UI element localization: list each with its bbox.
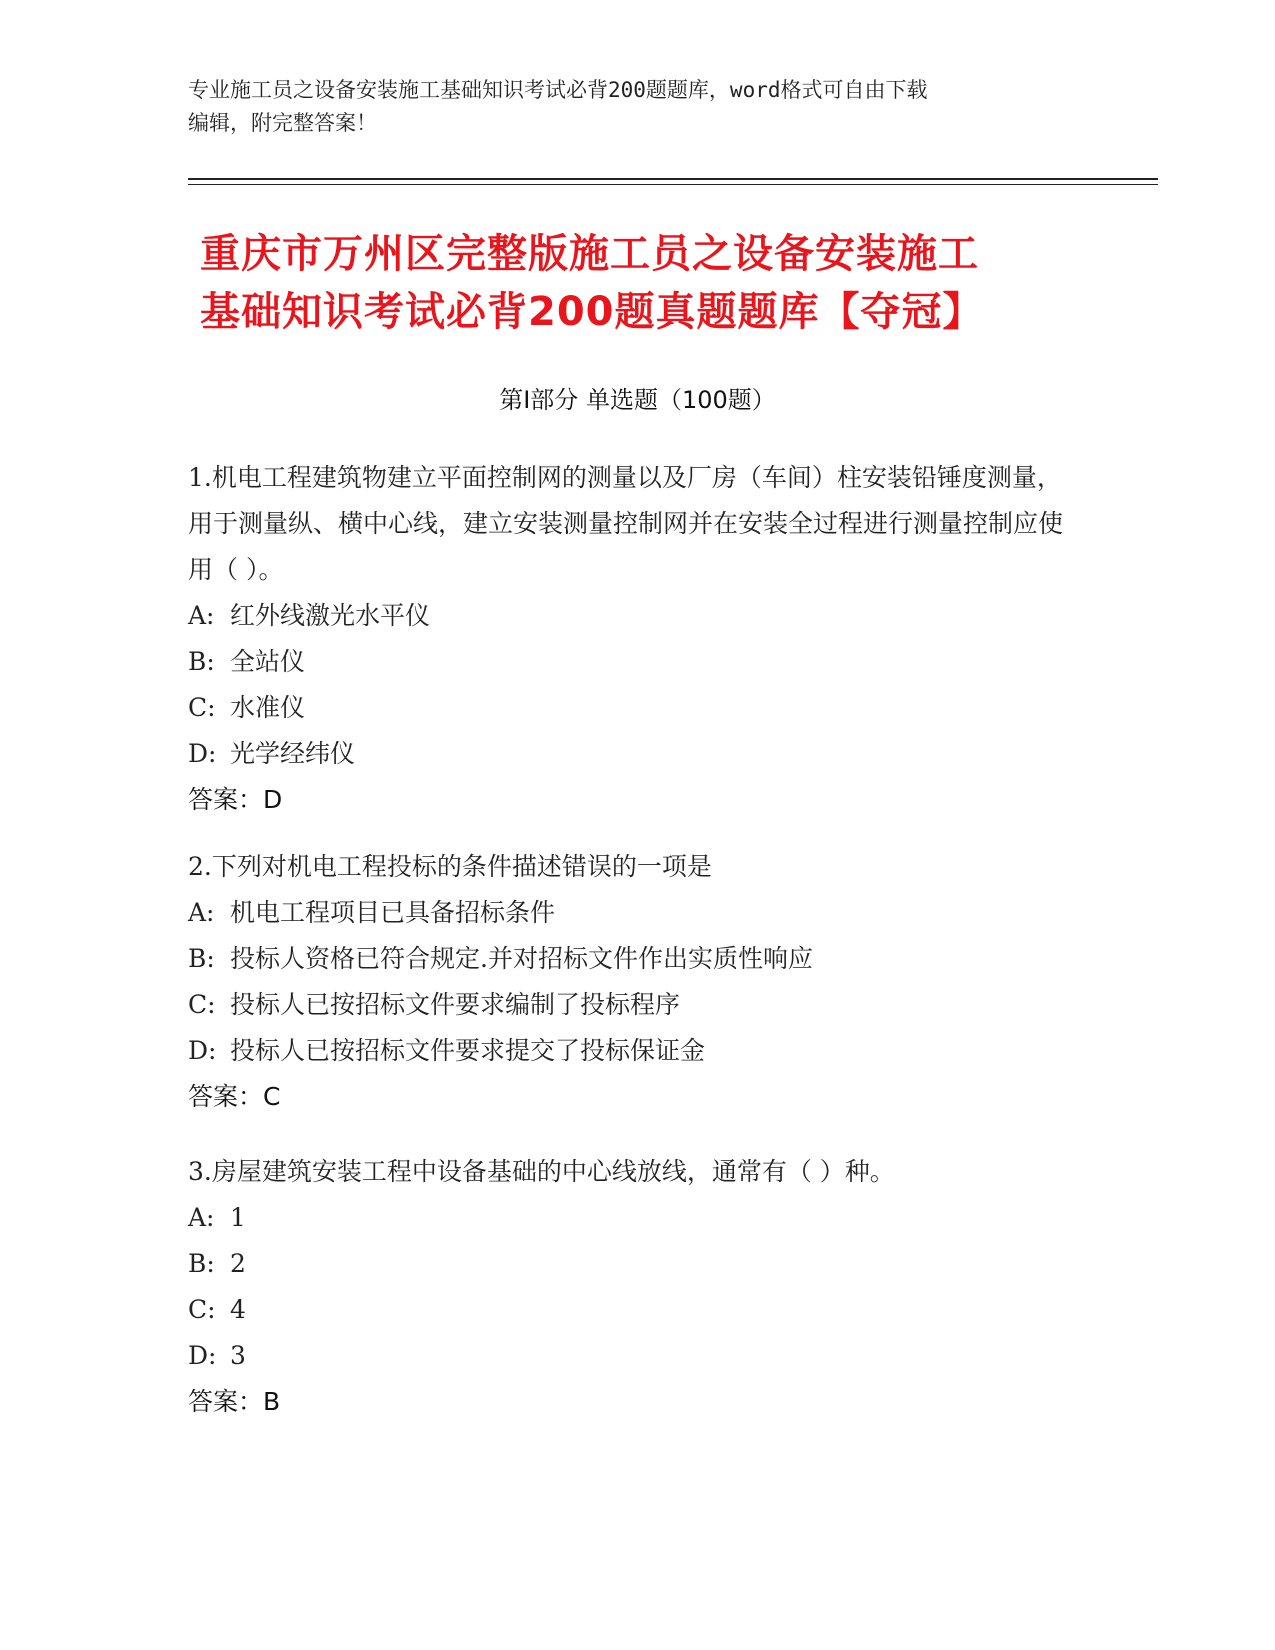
- option-a: [188, 593, 1068, 639]
- option-letter: C:: [188, 990, 216, 1019]
- option-b: [188, 639, 1068, 685]
- option-text: 投标人资格已符合规定.并对招标文件作出实质性响应: [230, 944, 813, 973]
- option-c: [188, 982, 1068, 1028]
- option-d: [188, 1028, 1068, 1074]
- question-stem: 1.机电工程建筑物建立平面控制网的测量以及厂房（车间）柱安装铅锤度测量，用于测量纵、横中心线，建立安装测量控制网并在安装全过程进行测量控制应使用（ ）。: [188, 463, 1064, 584]
- option-letter: D:: [188, 1036, 217, 1065]
- option-letter: D:: [188, 739, 217, 768]
- option-letter: A:: [188, 1203, 215, 1232]
- option-text: 4: [230, 1295, 246, 1324]
- header-note-line2: 编辑，附完整答案！: [188, 111, 377, 135]
- option-letter: B:: [188, 1249, 215, 1278]
- option-text: 光学经纬仪: [230, 739, 356, 768]
- option-text: 红外线激光水平仪: [230, 601, 431, 630]
- question-3: [188, 1149, 1068, 1425]
- option-letter: C:: [188, 693, 216, 722]
- question-stem: 2.下列对机电工程投标的条件描述错误的一项是: [188, 852, 712, 881]
- question-1: [188, 455, 1068, 823]
- option-b: [188, 1241, 1068, 1287]
- option-text: 投标人已按招标文件要求提交了投标保证金: [230, 1036, 706, 1065]
- option-text: 全站仪: [230, 647, 306, 676]
- section-heading: 第I部分 单选题（100题）: [499, 386, 776, 414]
- option-d: [188, 1333, 1068, 1379]
- option-d: [188, 731, 1068, 777]
- answer: 答案：B: [188, 1387, 281, 1416]
- header-divider-thick: [188, 178, 1158, 180]
- option-a: [188, 890, 1068, 936]
- document-title-line2: 基础知识考试必背200题真题题库【夺冠】: [200, 289, 984, 335]
- option-c: [188, 1287, 1068, 1333]
- question-stem: 3.房屋建筑安装工程中设备基础的中心线放线，通常有（ ）种。: [188, 1157, 895, 1186]
- document-title-line1: 重庆市万州区完整版施工员之设备安装施工: [200, 231, 979, 277]
- header-note: [188, 74, 1088, 140]
- question-2: [188, 844, 1068, 1120]
- option-a: [188, 1195, 1068, 1241]
- option-letter: A:: [188, 601, 215, 630]
- option-text: 3: [230, 1341, 246, 1370]
- option-text: 1: [230, 1203, 246, 1232]
- option-text: 水准仪: [230, 693, 306, 722]
- option-letter: A:: [188, 898, 215, 927]
- option-b: [188, 936, 1068, 982]
- option-letter: C:: [188, 1295, 216, 1324]
- option-text: 机电工程项目已具备招标条件: [230, 898, 556, 927]
- option-text: 2: [230, 1249, 246, 1278]
- option-letter: B:: [188, 944, 215, 973]
- option-letter: B:: [188, 647, 215, 676]
- option-c: [188, 685, 1068, 731]
- document-title: [200, 225, 1100, 341]
- answer: 答案：C: [188, 1082, 281, 1111]
- header-note-line1: 专业施工员之设备安装施工基础知识考试必背200题题库，word格式可自由下载: [188, 78, 928, 102]
- option-letter: D:: [188, 1341, 217, 1370]
- header-divider-thin: [188, 184, 1158, 185]
- option-text: 投标人已按招标文件要求编制了投标程序: [230, 990, 681, 1019]
- answer: 答案：D: [188, 785, 283, 814]
